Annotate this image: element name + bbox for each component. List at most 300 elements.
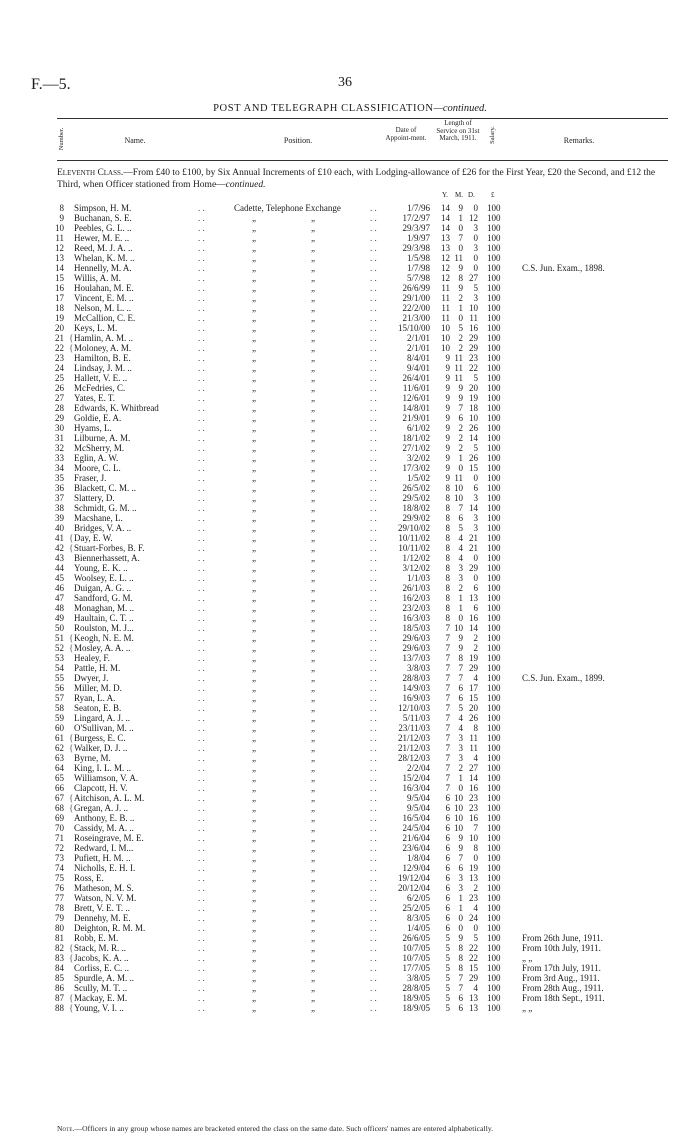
col-name-header: Name. [124,136,146,145]
service-years: 5 [445,993,450,1003]
staff-name: Jacobs, K. A. .. [74,953,129,963]
service-years: 6 [445,813,450,823]
row-number: 39 [55,513,64,523]
position-ditto: „ [252,333,256,343]
table-row [0,613,700,623]
leader-dots: . . [198,253,205,263]
row-number: 76 [55,883,64,893]
table-row [0,443,700,453]
staff-name: Day, E. W. [74,533,113,543]
service-years: 7 [445,653,450,663]
service-days: 27 [469,763,478,773]
service-months: 11 [454,363,463,373]
leader-dots: . . [370,533,377,543]
staff-name: Anthony, E. B. .. [74,813,135,823]
salary: 100 [487,523,501,533]
leader-dots: . . [198,273,205,283]
salary: 100 [487,423,501,433]
position-ditto: „ [252,293,256,303]
service-years: 14 [441,213,450,223]
row-number: 32 [55,443,64,453]
position-ditto: „ [252,863,256,873]
leader-dots: . . [370,303,377,313]
appointment-date: 29/10/02 [397,523,430,533]
row-number: 83 [55,953,64,963]
table-row [0,923,700,933]
position-ditto: „ [252,903,256,913]
service-days: 6 [473,483,478,493]
leader-dots: . . [198,923,205,933]
bracket: { [69,953,74,963]
appointment-date: 17/2/97 [402,213,430,223]
salary: 100 [487,313,501,323]
leader-dots: . . [370,223,377,233]
leader-dots: . . [370,243,377,253]
staff-name: Peebles, G. L. .. [74,223,132,233]
leader-dots: . . [198,203,205,213]
position-ditto: „ [311,763,315,773]
row-number: 11 [55,233,64,243]
row-number: 54 [55,663,64,673]
leader-dots: . . [370,1003,377,1013]
table-row [0,383,700,393]
service-days: 3 [473,513,478,523]
position-ditto: „ [311,313,315,323]
row-number: 31 [55,433,64,443]
service-days: 14 [469,503,478,513]
service-days: 8 [473,723,478,733]
staff-name: Duigan, A. G. .. [74,583,131,593]
leader-dots: . . [198,983,205,993]
leader-dots: . . [198,963,205,973]
service-years: 8 [445,503,450,513]
appointment-date: 26/1/03 [402,583,430,593]
staff-name: McCallion, C. E. [74,313,136,323]
service-years: 6 [445,833,450,843]
row-number: 14 [55,263,64,273]
appointment-date: 23/2/03 [402,603,430,613]
bracket: { [69,993,74,1003]
position-ditto: „ [252,813,256,823]
service-days: 3 [473,293,478,303]
table-row [0,773,700,783]
leader-dots: . . [198,443,205,453]
service-days: 23 [469,793,478,803]
table-row [0,243,700,253]
leader-dots: . . [198,553,205,563]
leader-dots: . . [370,863,377,873]
appointment-date: 25/2/05 [402,903,430,913]
service-months: 0 [458,613,463,623]
row-number: 20 [55,323,64,333]
leader-dots: . . [198,803,205,813]
leader-dots: . . [198,643,205,653]
service-months: 7 [458,673,463,683]
appointment-date: 16/3/03 [402,613,430,623]
service-days: 26 [469,453,478,463]
position-ditto: „ [311,993,315,1003]
service-years: 7 [445,643,450,653]
table-row [0,733,700,743]
row-number: 72 [55,843,64,853]
service-days: 2 [473,883,478,893]
service-months: 3 [458,563,463,573]
position-ditto: „ [252,853,256,863]
service-days: 14 [469,623,478,633]
service-days: 13 [469,1003,478,1013]
table-row [0,523,700,533]
appointment-date: 29/6/03 [402,633,430,643]
position-ditto: „ [252,483,256,493]
table-row [0,453,700,463]
leader-dots: . . [370,603,377,613]
position-ditto: „ [252,963,256,973]
appointment-date: 22/2/00 [402,303,430,313]
table-row [0,473,700,483]
service-days: 0 [473,573,478,583]
row-number: 44 [55,563,64,573]
salary: 100 [487,973,501,983]
staff-name: Watson, N. V. M. [74,893,137,903]
position-ditto: „ [311,583,315,593]
staff-name: Hallett, V. E. .. [74,373,128,383]
position-ditto: „ [311,913,315,923]
service-days: 13 [469,593,478,603]
table-row [0,553,700,563]
position-ditto: „ [252,323,256,333]
appointment-date: 21/3/00 [402,313,430,323]
position-ditto: „ [311,703,315,713]
staff-name: Williamson, V. A. [74,773,139,783]
appointment-date: 17/7/05 [402,963,430,973]
staff-name: Eglin, A. W. [74,453,119,463]
service-months: 6 [458,513,463,523]
table-row [0,413,700,423]
staff-name: Reed, M. J. A. .. [74,243,133,253]
row-number: 9 [59,213,64,223]
staff-name: Fraser, J. [74,473,107,483]
position-ditto: „ [311,833,315,843]
position-ditto: „ [252,693,256,703]
appointment-date: 3/8/03 [406,663,430,673]
position-ditto: „ [252,733,256,743]
leader-dots: . . [370,493,377,503]
service-days: 0 [473,253,478,263]
header-rule-bottom [57,160,668,161]
position-ditto: „ [311,673,315,683]
salary: 100 [487,373,501,383]
service-years: 5 [445,1003,450,1013]
row-number: 17 [55,293,64,303]
appointment-date: 26/6/05 [402,933,430,943]
leader-dots: . . [370,473,377,483]
leader-dots: . . [198,773,205,783]
note-label: Note. [57,1124,75,1133]
staff-name: Matheson, M. S. [74,883,134,893]
appointment-date: 1/9/97 [406,233,430,243]
table-row [0,973,700,983]
position-ditto: „ [252,303,256,313]
leader-dots: . . [370,403,377,413]
service-days: 16 [469,783,478,793]
leader-dots: . . [370,883,377,893]
leader-dots: . . [198,703,205,713]
appointment-date: 3/12/02 [402,563,430,573]
position-ditto: „ [311,333,315,343]
leader-dots: . . [370,453,377,463]
leader-dots: . . [370,773,377,783]
salary: 100 [487,533,501,543]
leader-dots: . . [370,263,377,273]
staff-name: Moloney, A. M. [74,343,132,353]
position-ditto: „ [311,383,315,393]
row-number: 88 [55,1003,64,1013]
table-row [0,913,700,923]
staff-name: Corliss, E. C. .. [74,963,130,973]
bracket: { [69,803,74,813]
leader-dots: . . [198,523,205,533]
salary: 100 [487,253,501,263]
position-ditto: „ [311,723,315,733]
table-row [0,993,700,1003]
row-number: 22 [55,343,64,353]
service-months: 9 [458,393,463,403]
col-salary-header: Salary. [489,126,496,144]
leader-dots: . . [370,273,377,283]
bracket: { [69,343,74,353]
leader-dots: . . [370,233,377,243]
table-row [0,763,700,773]
service-days: 2 [473,633,478,643]
position-ditto: „ [252,973,256,983]
table-row [0,363,700,373]
service-months: 9 [458,633,463,643]
staff-name: Pufiett, H. M. .. [74,853,131,863]
staff-name: Goldie, E. A. [74,413,122,423]
service-months: 9 [458,843,463,853]
service-days: 26 [469,423,478,433]
leader-dots: . . [370,833,377,843]
service-days: 20 [469,383,478,393]
leader-dots: . . [198,833,205,843]
service-years: 7 [445,763,450,773]
service-days: 24 [469,913,478,923]
service-years: 6 [445,863,450,873]
appointment-date: 15/10/00 [397,323,430,333]
staff-name: Lindsay, J. M. .. [74,363,132,373]
appointment-date: 5/7/98 [406,273,430,283]
position-ditto: „ [311,733,315,743]
position-ditto: „ [311,593,315,603]
staff-name: Brett, V. E. T. .. [74,903,130,913]
appointment-date: 2/1/01 [406,333,430,343]
staff-name: O'Sullivan, M. .. [74,723,134,733]
service-days: 11 [469,743,478,753]
service-years: 6 [445,843,450,853]
leader-dots: . . [198,813,205,823]
position-ditto: „ [311,503,315,513]
position-ditto: „ [311,933,315,943]
service-years: 8 [445,603,450,613]
position-ditto: „ [252,673,256,683]
table-row [0,653,700,663]
staff-name: Hamlin, A. M. .. [74,333,134,343]
row-number: 8 [59,203,64,213]
staff-name: Hennelly, M. A. [74,263,132,273]
leader-dots: . . [198,1003,205,1013]
salary: 100 [487,333,501,343]
service-years: 8 [445,613,450,623]
service-months: 7 [458,503,463,513]
row-number: 16 [55,283,64,293]
service-years: 11 [441,313,450,323]
appointment-date: 15/2/04 [402,773,430,783]
service-days: 26 [469,713,478,723]
leader-dots: . . [198,753,205,763]
position-ditto: „ [311,393,315,403]
staff-name: Clapcott, H. V. [74,783,128,793]
service-months: 2 [458,433,463,443]
appointment-date: 1/5/02 [406,473,430,483]
appointment-date: 2/2/04 [406,763,430,773]
col-remarks-header: Remarks. [563,136,595,145]
row-number: 45 [55,573,64,583]
leader-dots: . . [198,263,205,273]
leader-dots: . . [198,233,205,243]
service-months: 0 [458,783,463,793]
appointment-date: 10/7/05 [402,953,430,963]
appointment-date: 16/9/03 [402,693,430,703]
leader-dots: . . [370,813,377,823]
service-months: 4 [458,713,463,723]
row-number: 46 [55,583,64,593]
table-row [0,753,700,763]
table-row [0,703,700,713]
salary: 100 [487,643,501,653]
leader-dots: . . [198,603,205,613]
bracket: { [69,943,74,953]
leader-dots: . . [198,213,205,223]
service-years: 6 [445,873,450,883]
service-months: 6 [458,863,463,873]
service-years: 6 [445,913,450,923]
service-months: 10 [454,813,463,823]
service-years: 5 [445,983,450,993]
service-months: 10 [454,623,463,633]
title-continued: —continued. [433,103,487,114]
service-days: 19 [469,863,478,873]
position-ditto: „ [311,463,315,473]
service-months: 5 [458,323,463,333]
row-number: 21 [55,333,64,343]
position-ditto: „ [311,883,315,893]
appointment-date: 29/1/00 [402,293,430,303]
row-number: 75 [55,873,64,883]
position-ditto: „ [311,743,315,753]
service-years: 9 [445,383,450,393]
service-months: 2 [458,763,463,773]
service-months: 3 [458,753,463,763]
table-row [0,403,700,413]
leader-dots: . . [198,873,205,883]
table-row [0,293,700,303]
leader-dots: . . [198,243,205,253]
service-months: 0 [458,923,463,933]
position-ditto: „ [252,513,256,523]
position-ditto: „ [252,823,256,833]
table-row [0,833,700,843]
appointment-date: 23/6/04 [402,843,430,853]
position-ditto: „ [311,263,315,273]
position-ditto: „ [311,453,315,463]
appointment-date: 8/4/01 [406,353,430,363]
position-ditto: „ [311,783,315,793]
staff-name: Stuart-Forbes, B. F. [74,543,145,553]
leader-dots: . . [198,903,205,913]
staff-name: McFedries, C. [74,383,126,393]
salary: 100 [487,593,501,603]
service-months: 7 [458,403,463,413]
leader-dots: . . [198,393,205,403]
staff-name: Burgess, E. C. [74,733,126,743]
position-ditto: „ [252,753,256,763]
leader-dots: . . [198,293,205,303]
position-ditto: „ [252,283,256,293]
row-number: 34 [55,463,64,473]
service-days: 29 [469,663,478,673]
leader-dots: . . [198,953,205,963]
leader-dots: . . [198,663,205,673]
row-number: 47 [55,593,64,603]
salary: 100 [487,483,501,493]
position-ditto: „ [252,403,256,413]
row-number: 35 [55,473,64,483]
service-months: 8 [458,943,463,953]
salary: 100 [487,983,501,993]
row-number: 81 [55,933,64,943]
service-years: 11 [441,283,450,293]
appointment-date: 3/2/02 [406,453,430,463]
appointment-date: 27/1/02 [402,443,430,453]
position-ditto: „ [311,323,315,333]
position-ditto: „ [311,813,315,823]
table-row [0,903,700,913]
salary: 100 [487,563,501,573]
service-years: 12 [441,253,450,263]
position-ditto: „ [252,393,256,403]
leader-dots: . . [370,593,377,603]
table-row [0,673,700,683]
leader-dots: . . [198,413,205,423]
leader-dots: . . [370,383,377,393]
position-ditto: „ [252,723,256,733]
position-ditto: „ [311,643,315,653]
position-ditto: „ [311,533,315,543]
table-row [0,1003,700,1013]
service-months: 6 [458,993,463,1003]
position-ditto: „ [252,543,256,553]
appointment-date: 9/4/01 [406,363,430,373]
service-days: 10 [469,833,478,843]
service-months: 9 [458,643,463,653]
row-number: 58 [55,703,64,713]
staff-name: Redward, I. M... [74,843,134,853]
position-ditto: „ [311,343,315,353]
leader-dots: . . [198,933,205,943]
staff-name: Lingard, A. J. .. [74,713,130,723]
row-number: 78 [55,903,64,913]
row-number: 67 [55,793,64,803]
